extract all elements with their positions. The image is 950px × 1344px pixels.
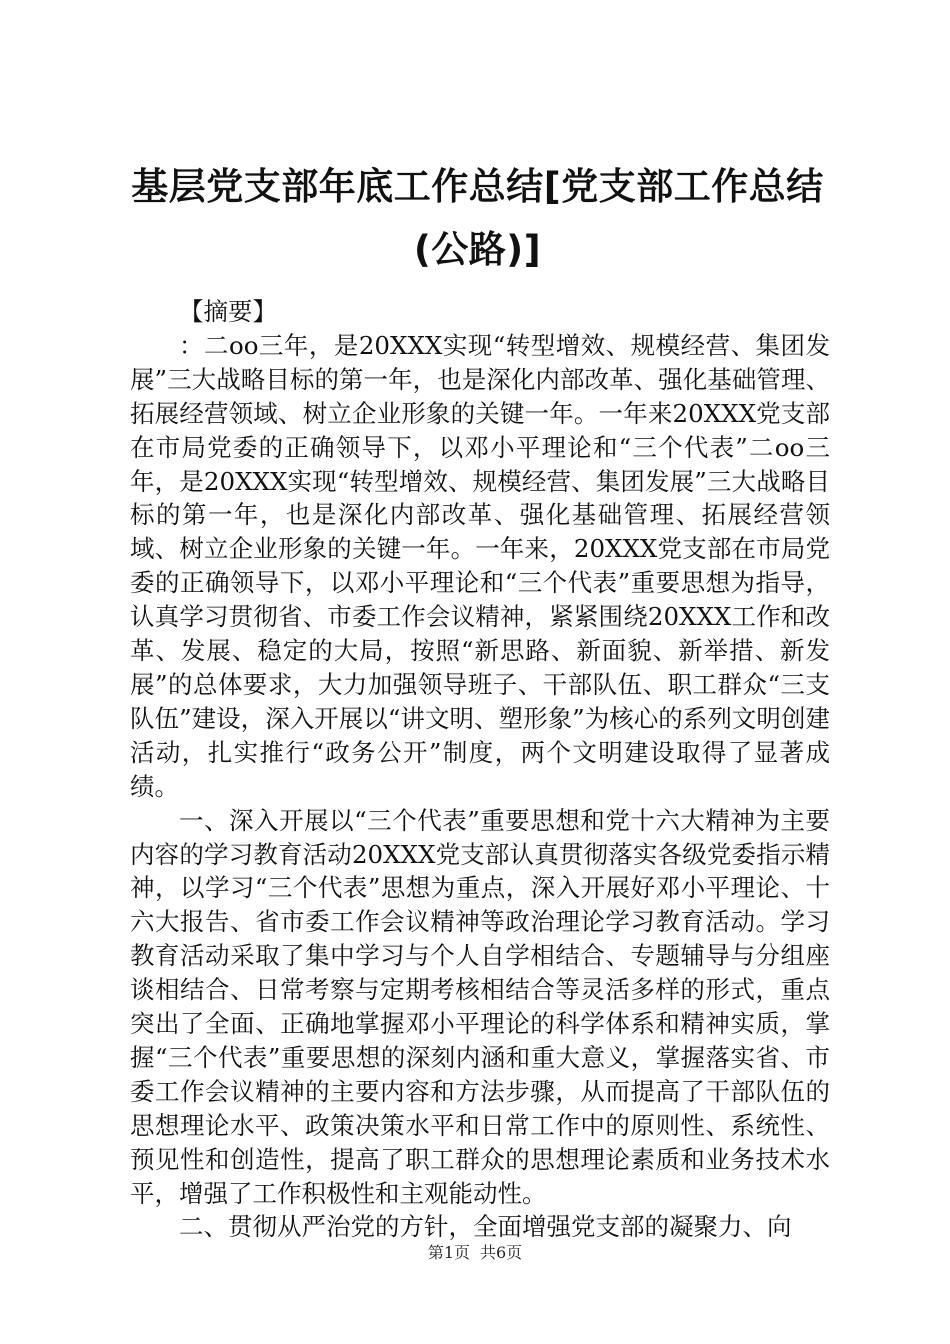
paragraph-abstract: ：二oo三年，是20XXX实现“转型增效、规模经营、集团发展”三大战略目标的第一年，也是深化内部改革、强化基础管理、拓展经营领域、树立企业形象的关键一年。一年来20XXX党支部在市局党委的正确领导下，以邓小平理论和“三个代表”二oo三年，是20XXX实现“转型增效、规模经营、集团发展”三大战略目标的第一年，也是深化内部改革、强化基础管理、拓展经营领域、树立企业形象的关键一年。一年来，20XXX党支部在市局党委的正确领导下，以邓小平理论和“三个代表”重要思想为指导，认真学习贯彻省、市委工作会议精神，紧紧围绕20XXX工作和改革、发展、稳定的大局，按照“新思路、新面貌、新举措、新发展”的总体要求，大力加强领导班子、干部队伍、职工群众“三支队伍”建设，深入开展以“讲文明、塑形象”为核心的系列文明创建活动，扎实推行“政务公开”制度，两个文明建设取得了显著成绩。 <box>130 330 830 801</box>
abstract-label: 【摘要】 <box>179 297 277 326</box>
page-number: 第1页 <box>427 1243 470 1262</box>
document-body <box>130 295 830 1244</box>
paragraph-section-1: 一、深入开展以“三个代表”重要思想和党十六大精神为主要内容的学习教育活动20XXX党支部认真贯彻落实各级党委指示精神，以学习“三个代表”思想为重点，深入开展好邓小平理论、十六大报告、省市委工作会议精神等政治理论学习教育活动。学习教育活动采取了集中学习与个人自学相结合、专题辅导与分组座谈相结合、日常考察与定期考核相结合等灵活多样的形式，重点突出了全面、正确地掌握邓小平理论的科学体系和精神实质，掌握“三个代表”重要思想的深刻内涵和重大意义，掌握落实省、市委工作会议精神的主要内容和方法步骤，从而提高了干部队伍的思想理论水平、政策决策水平和日常工作中的原则性、系统性、预见性和创造性，提高了职工群众的思想理论素质和业务技术水平，增强了工作积极性和主观能动性。 <box>130 805 830 1208</box>
document-title: 基层党支部年底工作总结[党支部工作总结(公路)] <box>131 165 824 271</box>
paragraph-section-2: 二、贯彻从严治党的方针，全面增强党支部的凝聚力、向 <box>179 1212 792 1242</box>
page-footer <box>0 1243 950 1263</box>
page-total: 共6页 <box>480 1243 523 1262</box>
